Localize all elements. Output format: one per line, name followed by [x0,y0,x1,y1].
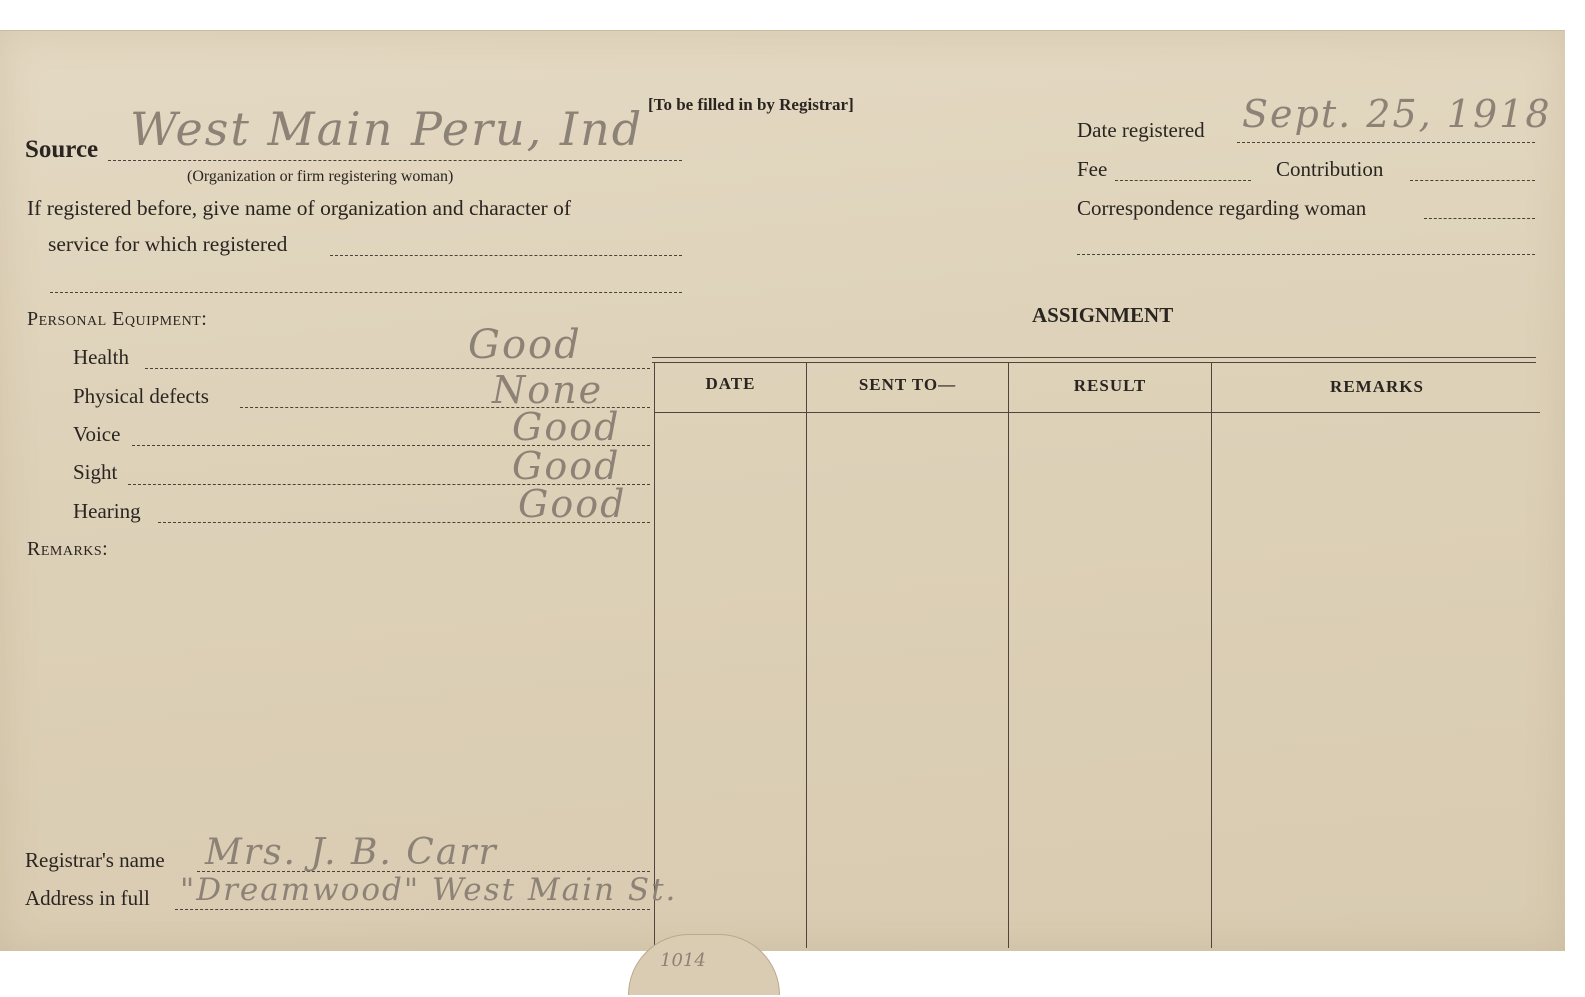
source-value: West Main Peru, Ind [130,102,644,156]
date-registered-line [1237,142,1535,143]
voice-label: Voice [73,422,121,446]
table-header-rule [655,412,1540,413]
table-top-rule-2 [652,362,1536,363]
registered-before-line2: service for which registered [48,232,288,256]
source-line [108,160,682,161]
voice-value: Good [512,405,621,449]
remarks-label: Remarks: [27,538,109,560]
sight-value: Good [512,444,621,488]
health-label: Health [73,345,129,369]
fee-line [1115,180,1251,181]
address-line [175,909,650,910]
correspondence-extra-line [1077,254,1535,255]
column-date: DATE [705,374,756,393]
physical-defects-value: None [492,368,604,412]
column-remarks: REMARKS [1330,377,1424,396]
table-top-rule-1 [652,357,1536,358]
hearing-value: Good [518,482,627,526]
fee-label: Fee [1077,157,1108,181]
address-value: "Dreamwood" West Main St. [180,872,678,908]
personal-equipment-heading: Personal Equipment: [27,308,208,330]
table-divider-3 [1211,362,1212,948]
table-divider-1 [806,362,807,948]
hearing-label: Hearing [73,499,141,523]
column-sent-to: SENT TO— [858,375,957,394]
registered-before-extra-line [50,292,682,293]
registrar-note: [To be filled in by Registrar] [648,95,854,114]
tab-number: 1014 [660,950,706,971]
assignment-heading: ASSIGNMENT [1032,303,1174,327]
source-label: Source [25,136,99,163]
registrar-name-value: Mrs. J. B. Carr [205,832,498,873]
source-caption: (Organization or firm registering woman) [187,168,454,185]
table-left-border [654,362,655,948]
registered-before-line [330,255,682,256]
contribution-label: Contribution [1276,157,1384,181]
date-registered-value: Sept. 25, 1918 [1242,92,1552,136]
registrar-name-label: Registrar's name [25,848,165,872]
health-value: Good [468,322,582,368]
date-registered-label: Date registered [1077,118,1205,142]
correspondence-line [1424,218,1535,219]
correspondence-label: Correspondence regarding woman [1077,196,1367,220]
table-divider-2 [1008,362,1009,948]
contribution-line [1410,180,1535,181]
address-label: Address in full [25,886,150,910]
sight-label: Sight [73,460,118,484]
column-result: RESULT [1073,376,1147,395]
registered-before-line1: If registered before, give name of organization and character of [27,196,571,220]
physical-defects-label: Physical defects [73,384,209,408]
